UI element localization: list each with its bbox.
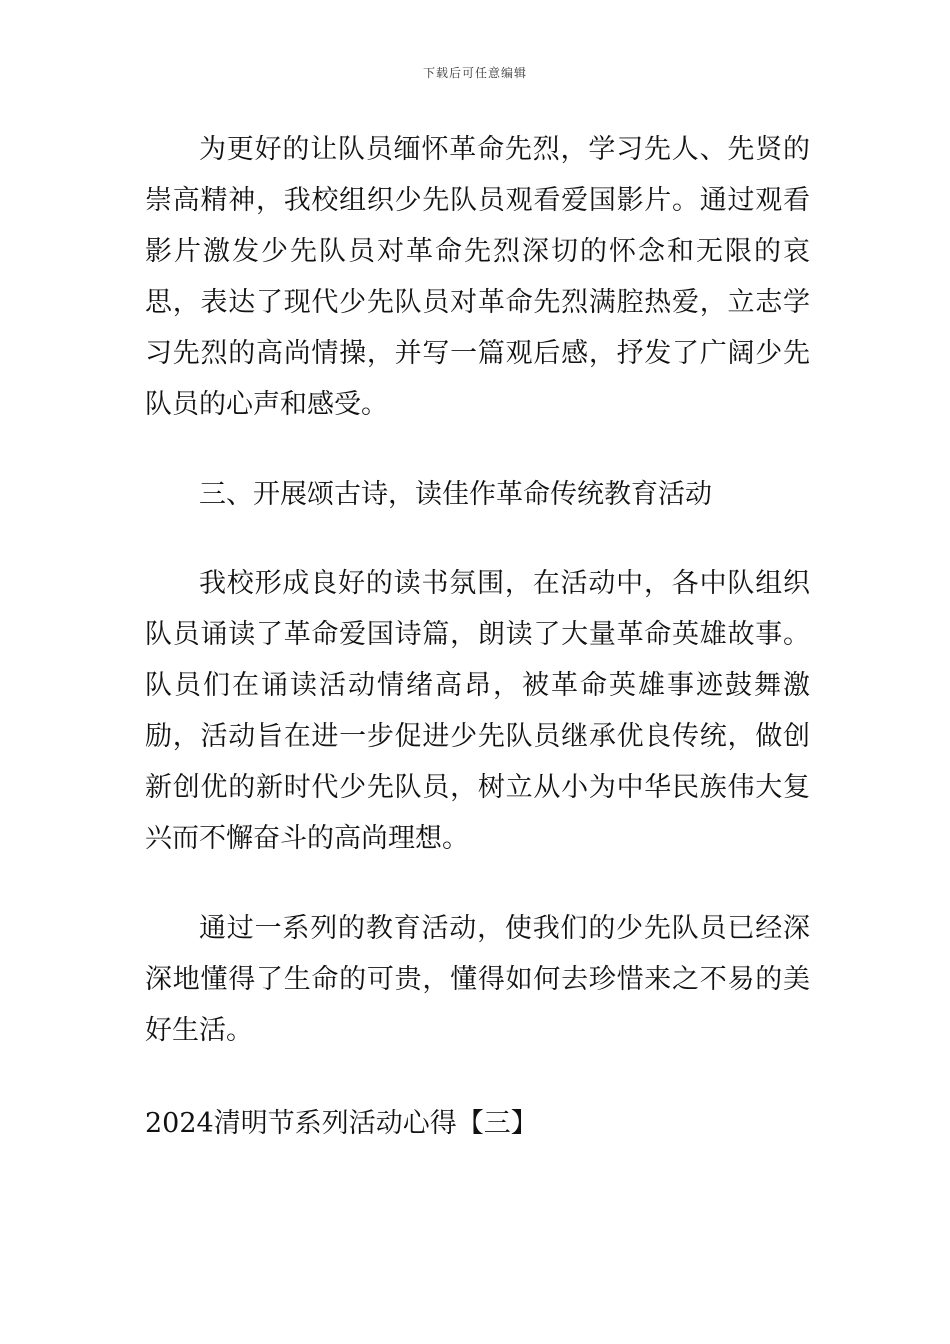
header-note: 下载后可任意编辑: [422, 66, 527, 80]
body-paragraph: 通过一系列的教育活动，使我们的少先队员已经深深地懂得了生命的可贵，懂得如何去珍惜来之不易的美好生活。: [145, 913, 810, 1046]
section-heading: 三、开展颂古诗，读佳作革命传统教育活动: [199, 479, 712, 510]
body-paragraph: 我校形成良好的读书氛围，在活动中，各中队组织队员诵读了革命爱国诗篇，朗读了大量革命英雄故事。队员们在诵读活动情绪高昂，被革命英雄事迹鼓舞激励，活动旨在进一步促进少先队员继承优良传统，做创新创优的新时代少先队员，树立从小为中华民族伟大复兴而不懈奋斗的高尚理想。: [145, 568, 810, 854]
next-article-title: 2024清明节系列活动心得【三】: [145, 1108, 538, 1139]
body-paragraph: 为更好的让队员缅怀革命先烈，学习先人、先贤的崇高精神，我校组织少先队员观看爱国影片。通过观看影片激发少先队员对革命先烈深切的怀念和无限的哀思，表达了现代少先队员对革命先烈满腔热爱，立志学习先烈的高尚情操，并写一篇观后感，抒发了广阔少先队员的心声和感受。: [145, 134, 810, 420]
document-body: [145, 124, 810, 1149]
